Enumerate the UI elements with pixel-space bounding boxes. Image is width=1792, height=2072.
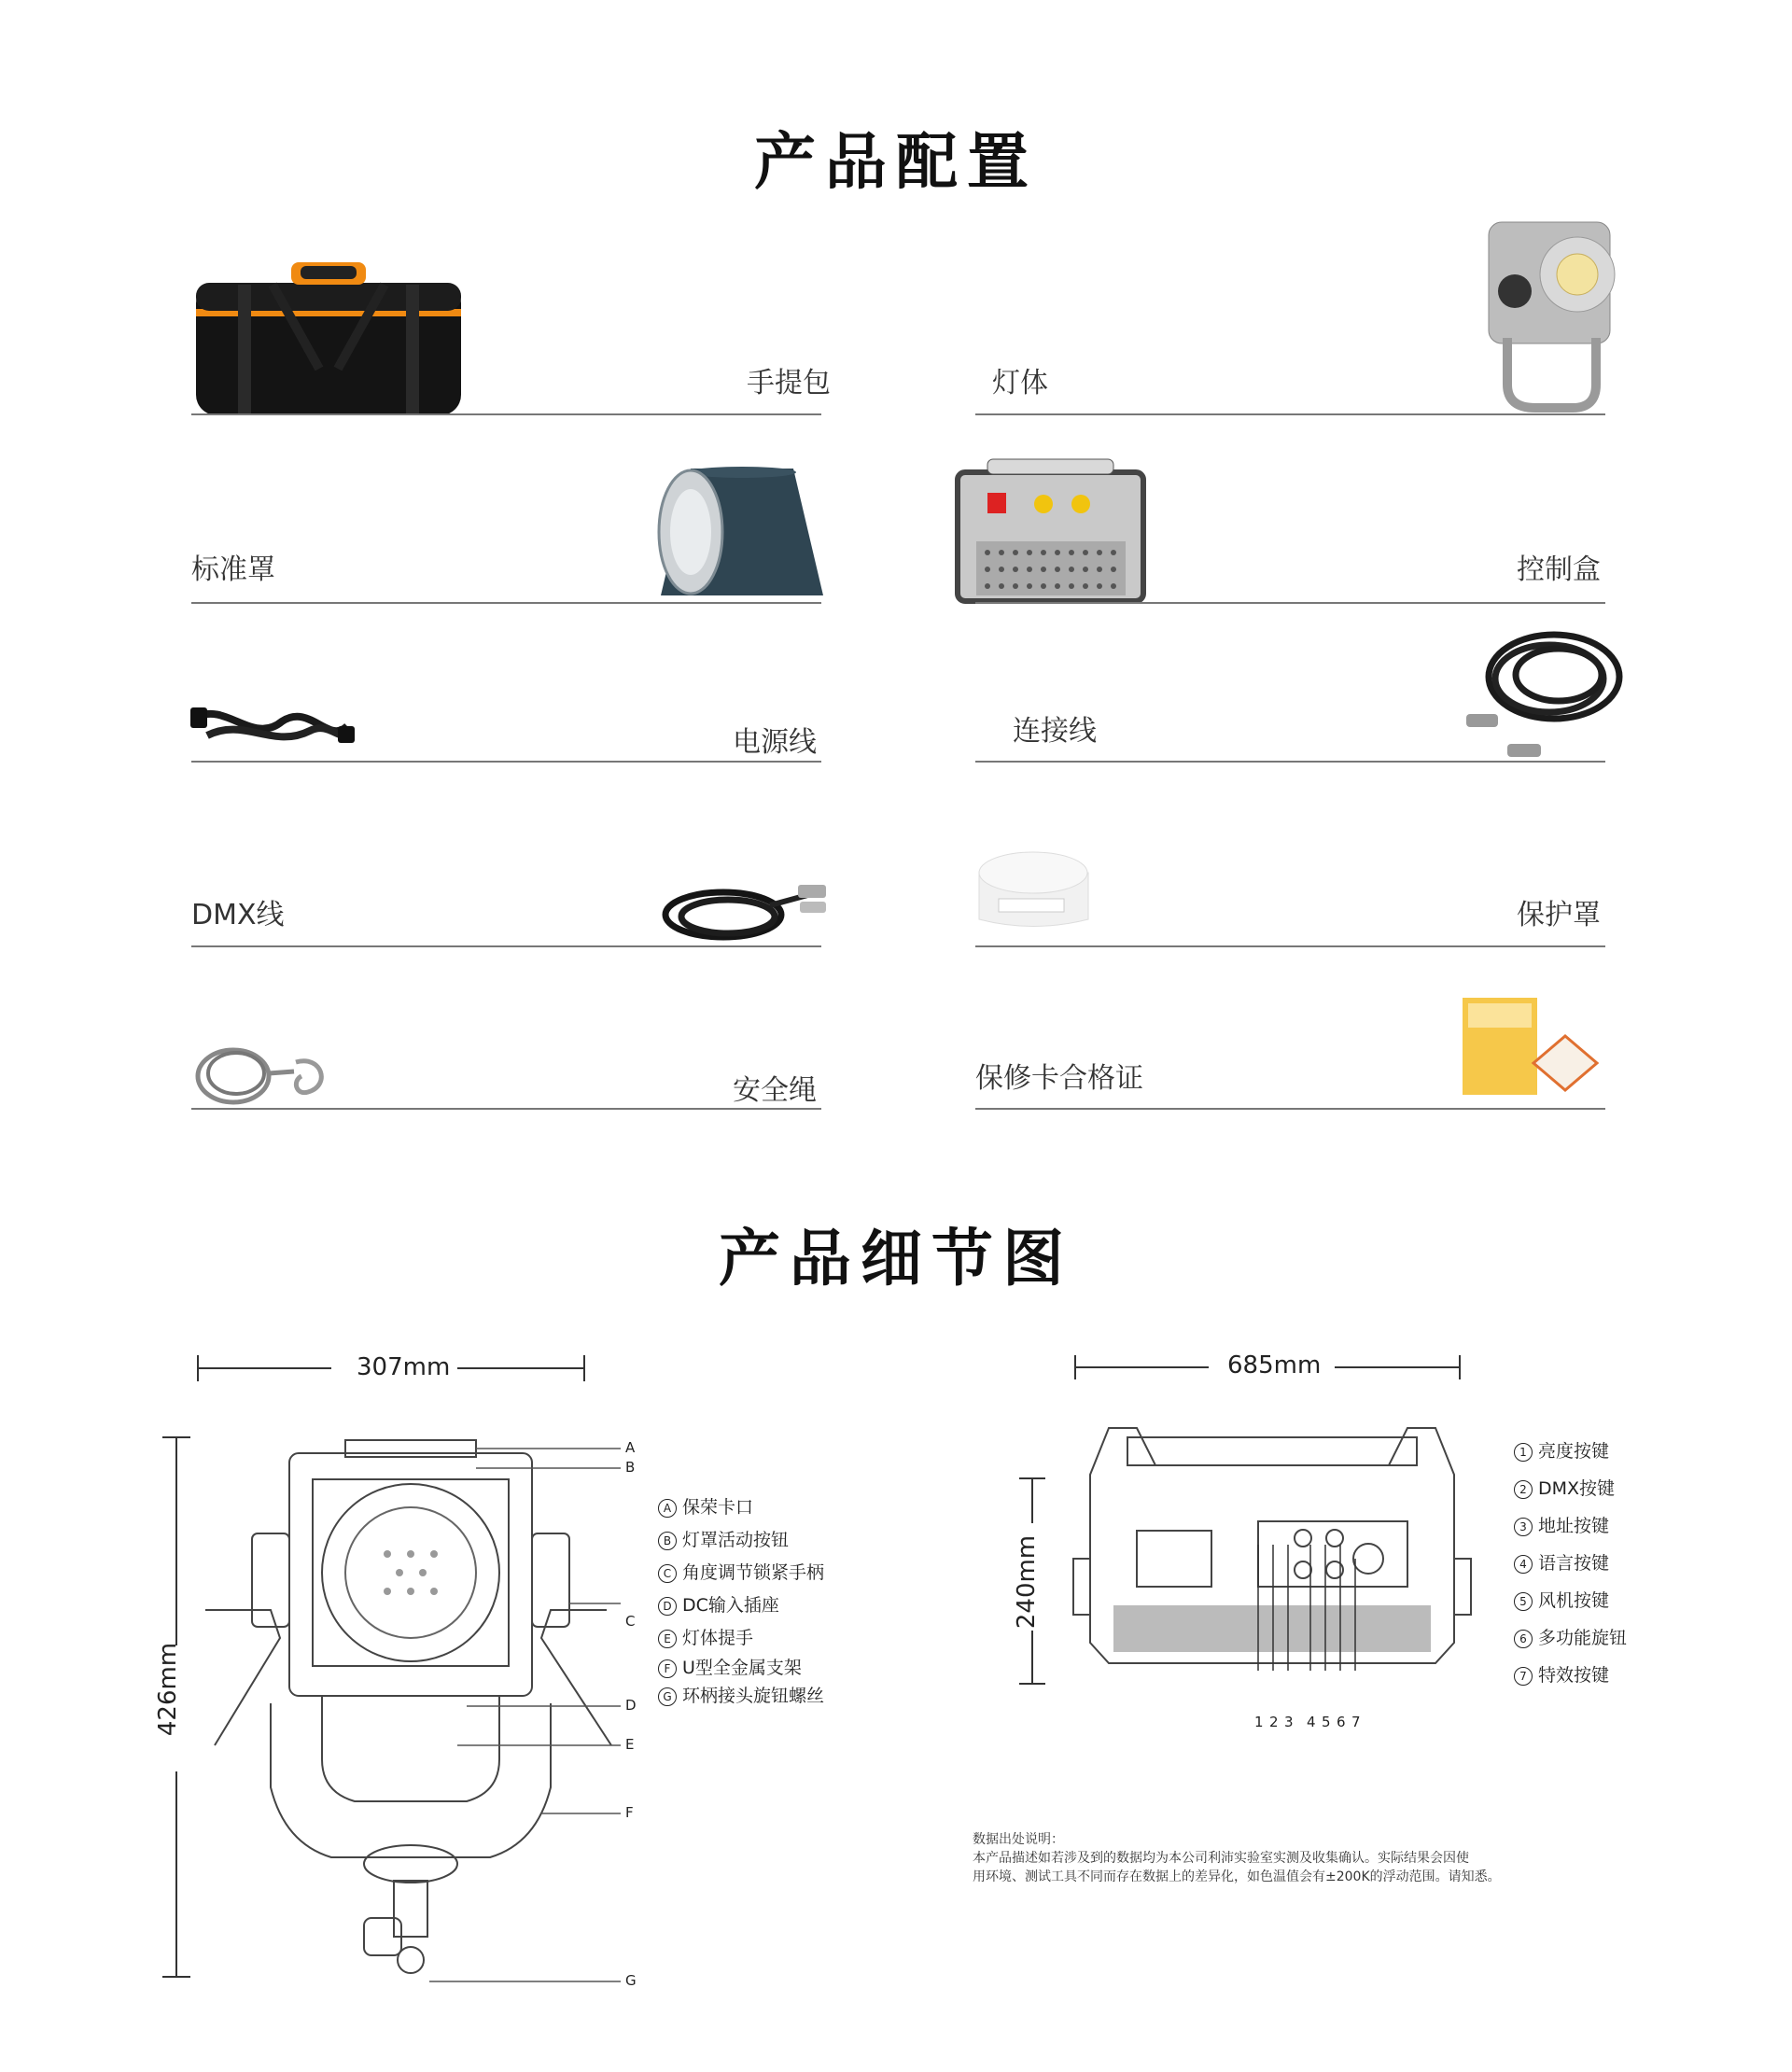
label-link-cable: 连接线 — [1013, 715, 1097, 748]
legend-item: 4 语言按键 — [1514, 1549, 1609, 1575]
label-light: 灯体 — [992, 367, 1048, 399]
divider — [975, 761, 1605, 763]
divider — [191, 602, 821, 604]
legend-item: B 灯罩活动按钮 — [658, 1526, 789, 1551]
safety-rope-image — [191, 1034, 341, 1109]
divider — [975, 945, 1605, 947]
power-cable-image — [189, 698, 357, 754]
divider — [975, 1108, 1605, 1110]
legend-item: 3 地址按键 — [1514, 1512, 1609, 1537]
legend-item: A 保荣卡口 — [658, 1493, 753, 1519]
legend-item: 7 特效按键 — [1514, 1661, 1609, 1687]
reflector-image — [653, 465, 826, 605]
bag-image — [189, 257, 469, 425]
dmx-cable-image — [658, 877, 831, 943]
callout-letter: A — [625, 1439, 636, 1456]
label-power-cable: 电源线 — [733, 726, 817, 759]
legend-item: C 角度调节锁紧手柄 — [658, 1559, 824, 1584]
divider — [191, 945, 821, 947]
label-warranty-card: 保修卡合格证 — [975, 1062, 1143, 1095]
note-line-2: 用环境、测试工具不同而存在数据上的差异化，如色温值会有±200K的浮动范围。请知悉。 — [973, 1869, 1501, 1884]
divider — [191, 413, 821, 415]
box-width-dimension-label: 685mm — [1227, 1351, 1322, 1379]
legend-item: F U型全金属支架 — [658, 1654, 802, 1679]
callout-letter: D — [625, 1697, 637, 1714]
link-cable-image — [1461, 621, 1624, 761]
protect-cover-image — [975, 845, 1092, 933]
height-dimension-label: 426mm — [154, 1642, 183, 1737]
divider — [191, 1108, 821, 1110]
note-line-1: 本产品描述如若涉及到的数据均为本公司利沛实验室实测及收集确认。实际结果会因使 — [973, 1851, 1469, 1866]
callout-letter: G — [625, 1972, 637, 1989]
button-number: 7 — [1351, 1714, 1361, 1730]
button-number: 1 — [1254, 1714, 1264, 1730]
legend-item: 5 风机按键 — [1514, 1587, 1609, 1612]
label-reflector: 标准罩 — [191, 553, 275, 586]
button-number: 2 — [1269, 1714, 1279, 1730]
control-box-drawing — [1071, 1419, 1473, 1671]
note-heading: 数据出处说明： — [973, 1832, 1064, 1847]
legend-item: E 灯体提手 — [658, 1624, 753, 1649]
section-title-config: 产品配置 — [754, 126, 1038, 198]
warranty-card-image — [1461, 994, 1601, 1097]
legend-item: 6 多功能旋钮 — [1514, 1624, 1627, 1649]
divider — [975, 413, 1605, 415]
light-front-drawing — [196, 1433, 635, 1993]
control-box-image — [950, 455, 1151, 605]
box-height-dimension-label: 240mm — [1013, 1534, 1042, 1630]
legend-item: 2 DMX按键 — [1514, 1475, 1615, 1500]
light-image — [1470, 217, 1629, 413]
button-number: 6 — [1337, 1714, 1346, 1730]
label-bag: 手提包 — [747, 367, 831, 399]
legend-item: 1 亮度按键 — [1514, 1437, 1609, 1463]
label-protect-cover: 保护罩 — [1517, 899, 1601, 931]
divider — [975, 602, 1605, 604]
button-number: 5 — [1322, 1714, 1331, 1730]
callout-letter: B — [625, 1459, 636, 1476]
section-title-details: 产品细节图 — [719, 1223, 1073, 1295]
label-control-box: 控制盒 — [1517, 553, 1601, 586]
divider — [191, 761, 821, 763]
callout-letter: F — [625, 1804, 634, 1821]
label-dmx-cable: DMX线 — [191, 899, 285, 931]
legend-item: G 环柄接头旋钮螺丝 — [658, 1682, 824, 1707]
button-number: 4 — [1307, 1714, 1316, 1730]
callout-letter: C — [625, 1613, 636, 1630]
legend-item: D DC输入插座 — [658, 1591, 779, 1617]
callout-letter: E — [625, 1736, 635, 1753]
button-number: 3 — [1284, 1714, 1294, 1730]
label-safety-rope: 安全绳 — [733, 1074, 817, 1107]
width-dimension-label: 307mm — [357, 1353, 451, 1381]
